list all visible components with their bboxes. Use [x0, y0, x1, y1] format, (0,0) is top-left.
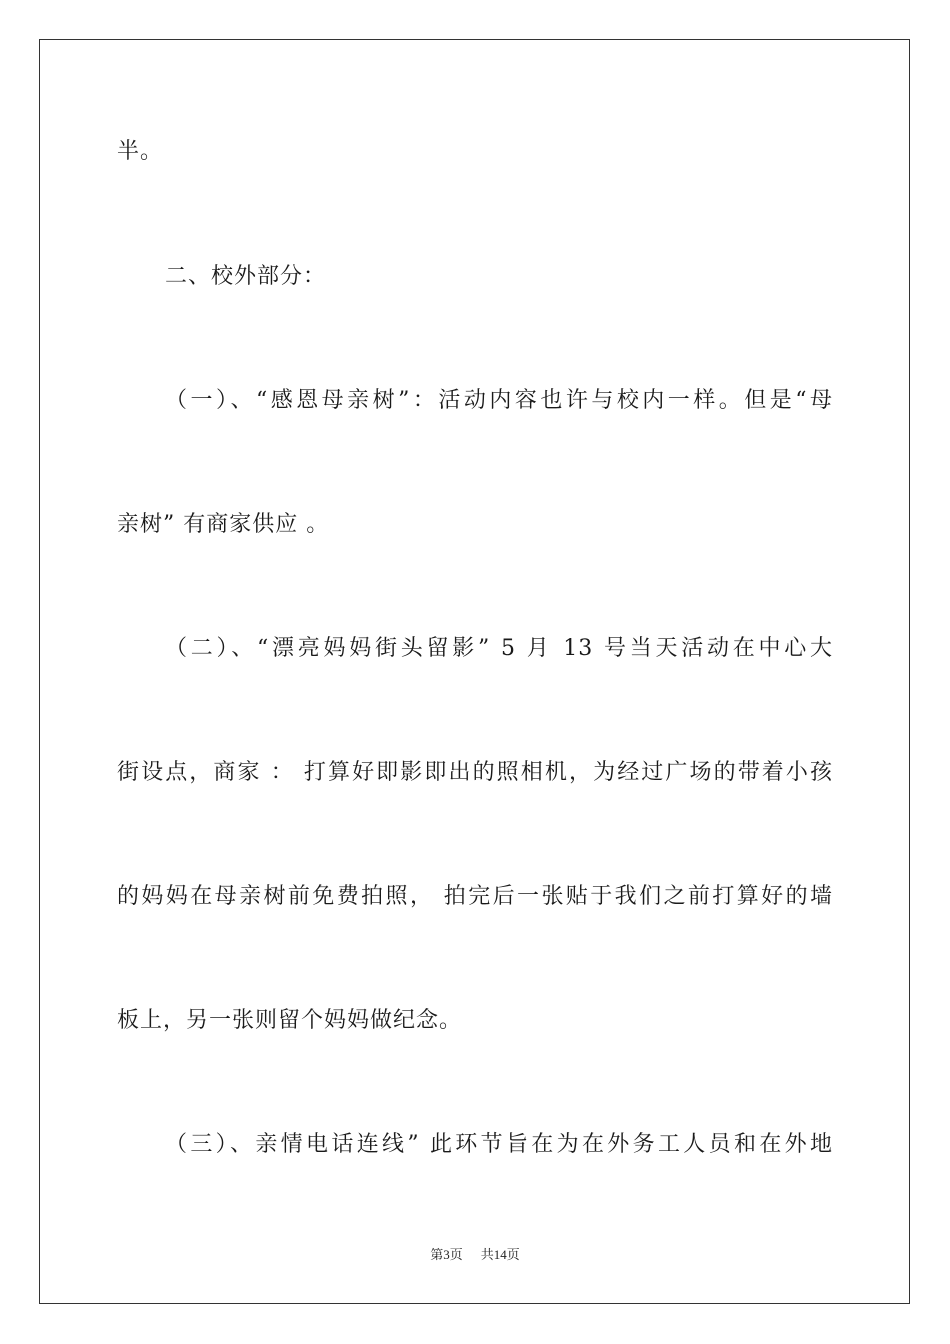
paragraph-line-8: （三）、亲情电话连线” 此环节旨在为在外务工人员和在外地	[165, 1132, 833, 1157]
page-number: 第3页	[430, 1247, 463, 1262]
total-pages: 共14页	[480, 1247, 520, 1262]
paragraph-line-1: 半。	[117, 139, 164, 164]
paragraph-line-7: 板上，另一张则留个妈妈做纪念。	[117, 1008, 463, 1033]
paragraph-line-5: 街设点，商家 ： 打算好即影即出的照相机，为经过广场的带着小孩	[117, 760, 833, 785]
paragraph-line-6: 的妈妈在母亲树前免费拍照， 拍完后一张贴于我们之前打算好的墙	[117, 884, 833, 909]
paragraph-line-4: （二）、“漂亮妈妈街头留影” 5 月 13 号当天活动在中心大	[165, 636, 833, 661]
section-heading: 二、校外部分：	[165, 264, 327, 289]
page-border	[39, 39, 910, 1304]
paragraph-line-3: 亲树” 有商家供应 。	[117, 512, 330, 537]
page-footer	[0, 1246, 950, 1264]
paragraph-line-2: （一）、“感恩母亲树”：活动内容也许与校内一样。但是“母	[165, 388, 833, 413]
